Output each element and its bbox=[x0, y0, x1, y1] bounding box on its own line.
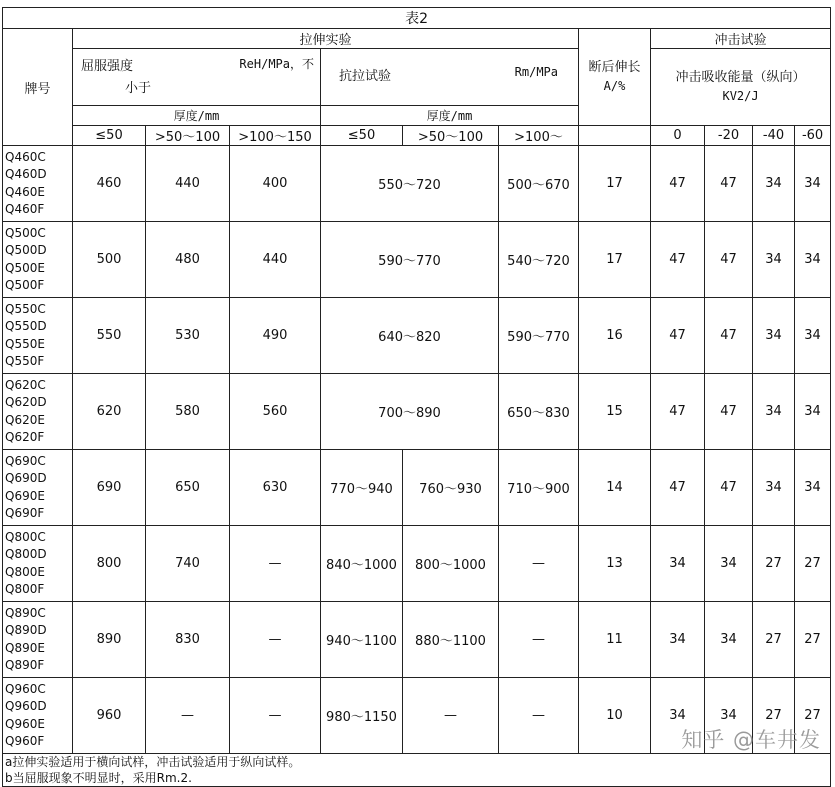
temperature-cell: -20 bbox=[705, 126, 753, 146]
tensile-value: — bbox=[499, 602, 579, 678]
grade-name: Q500C bbox=[5, 225, 46, 240]
yield-value: 490 bbox=[230, 298, 321, 374]
yield-strength-unit: ReH/MPa，不 bbox=[239, 57, 314, 71]
tensile-value: 550～720 bbox=[321, 146, 499, 222]
yield-value: — bbox=[230, 602, 321, 678]
table-row bbox=[3, 146, 831, 222]
tensile-strength-label: 抗拉试验 bbox=[339, 69, 392, 84]
grade-cell bbox=[3, 602, 73, 678]
yield-value: 800 bbox=[73, 526, 146, 602]
grade-name: Q960C bbox=[5, 681, 46, 696]
impact-value: 34 bbox=[753, 146, 795, 222]
impact-value: 34 bbox=[651, 526, 705, 602]
impact-value: 47 bbox=[651, 298, 705, 374]
grade-name: Q690E bbox=[5, 488, 45, 503]
yield-value: 440 bbox=[230, 222, 321, 298]
impact-value: 34 bbox=[705, 678, 753, 754]
tensile-value: — bbox=[499, 678, 579, 754]
elongation-value: 10 bbox=[579, 678, 651, 754]
yield-value: 960 bbox=[73, 678, 146, 754]
impact-value: 34 bbox=[795, 374, 831, 450]
grade-name: Q500E bbox=[5, 260, 45, 275]
footnote-b: b当屈服现象不明显时，采用Rm.2. bbox=[5, 771, 192, 785]
impact-test-header: 冲击试验 bbox=[651, 29, 831, 49]
grade-name: Q960F bbox=[5, 734, 45, 748]
elongation-value: 16 bbox=[579, 298, 651, 374]
table-title: 表2 bbox=[3, 8, 831, 29]
elongation-value: 17 bbox=[579, 222, 651, 298]
impact-value: 27 bbox=[795, 602, 831, 678]
tensile-value: 540～720 bbox=[499, 222, 579, 298]
impact-value: 47 bbox=[651, 374, 705, 450]
tensile-value: 590～770 bbox=[499, 298, 579, 374]
tensile-value: — bbox=[403, 678, 499, 754]
yield-value: 530 bbox=[146, 298, 230, 374]
tensile-value: 590～770 bbox=[321, 222, 499, 298]
impact-energy-unit: KV2/J bbox=[722, 89, 759, 103]
impact-value: 47 bbox=[705, 298, 753, 374]
impact-value: 34 bbox=[705, 526, 753, 602]
impact-value: 34 bbox=[795, 222, 831, 298]
grade-name: Q690D bbox=[5, 471, 47, 485]
table-row bbox=[3, 298, 831, 374]
yield-value: 460 bbox=[73, 146, 146, 222]
grade-name: Q690C bbox=[5, 453, 46, 468]
impact-energy-header bbox=[651, 49, 831, 126]
yield-value: 690 bbox=[73, 450, 146, 526]
grade-cell bbox=[3, 374, 73, 450]
temperature-cell: 0 bbox=[651, 126, 705, 146]
footnote-a: a拉伸实验适用于横向试样，冲击试验适用于纵向试样。 bbox=[5, 755, 301, 769]
impact-value: 34 bbox=[795, 298, 831, 374]
impact-value: 27 bbox=[753, 602, 795, 678]
grade-name: Q800E bbox=[5, 564, 45, 579]
temperature-cell: -40 bbox=[753, 126, 795, 146]
grade-name: Q620C bbox=[5, 377, 46, 392]
yield-range-cell: ≤50 bbox=[73, 126, 146, 146]
elongation-value: 13 bbox=[579, 526, 651, 602]
table-row bbox=[3, 222, 831, 298]
tensile-value: 710～900 bbox=[499, 450, 579, 526]
impact-value: 34 bbox=[705, 602, 753, 678]
grade-name: Q460F bbox=[5, 202, 45, 216]
tensile-value: — bbox=[499, 526, 579, 602]
tensile-value: 800～1000 bbox=[403, 526, 499, 602]
tensile-range-cell: ≤50 bbox=[321, 126, 403, 146]
temperature-cell: -60 bbox=[795, 126, 831, 146]
tensile-value: 940～1100 bbox=[321, 602, 403, 678]
table-row bbox=[3, 450, 831, 526]
grade-name: Q460C bbox=[5, 149, 46, 164]
yield-range-cell: >50～100 bbox=[146, 126, 230, 146]
grade-cell bbox=[3, 146, 73, 222]
impact-value: 27 bbox=[795, 526, 831, 602]
yield-strength-suffix: 小于 bbox=[125, 81, 152, 96]
yield-value: 440 bbox=[146, 146, 230, 222]
impact-value: 34 bbox=[651, 602, 705, 678]
tensile-range-cell: >100～ bbox=[499, 126, 579, 146]
tensile-value: 760～930 bbox=[403, 450, 499, 526]
impact-value: 27 bbox=[753, 678, 795, 754]
grade-name: Q550F bbox=[5, 354, 45, 368]
table-notes bbox=[3, 754, 831, 787]
yield-thickness-header: 厚度/mm bbox=[73, 106, 321, 126]
grade-name: Q550E bbox=[5, 336, 45, 351]
grade-name: Q550D bbox=[5, 319, 47, 333]
impact-value: 47 bbox=[651, 146, 705, 222]
elongation-value: 14 bbox=[579, 450, 651, 526]
impact-value: 34 bbox=[753, 450, 795, 526]
tensile-strength-header bbox=[321, 49, 579, 106]
grade-name: Q800D bbox=[5, 547, 47, 561]
yield-strength-header bbox=[73, 49, 321, 106]
impact-value: 34 bbox=[795, 146, 831, 222]
tensile-strength-unit: Rm/MPa bbox=[514, 65, 558, 79]
elongation-value: 11 bbox=[579, 602, 651, 678]
yield-value: 560 bbox=[230, 374, 321, 450]
yield-value: 500 bbox=[73, 222, 146, 298]
grade-name: Q960D bbox=[5, 699, 47, 713]
yield-value: — bbox=[230, 526, 321, 602]
grade-name: Q620E bbox=[5, 412, 45, 427]
impact-value: 34 bbox=[753, 222, 795, 298]
elongation-label: 断后伸长 bbox=[588, 60, 641, 75]
steel-properties-table bbox=[2, 7, 831, 787]
tensile-value: 770～940 bbox=[321, 450, 403, 526]
grade-name: Q960E bbox=[5, 716, 45, 731]
grade-name: Q460E bbox=[5, 184, 45, 199]
yield-value: — bbox=[146, 678, 230, 754]
impact-value: 47 bbox=[705, 146, 753, 222]
yield-strength-label: 屈服强度 bbox=[81, 59, 134, 74]
grade-name: Q620D bbox=[5, 395, 47, 409]
impact-value: 47 bbox=[705, 374, 753, 450]
tensile-thickness-header: 厚度/mm bbox=[321, 106, 579, 126]
tensile-value: 880～1100 bbox=[403, 602, 499, 678]
tensile-range-cell: >50～100 bbox=[403, 126, 499, 146]
impact-value: 47 bbox=[705, 222, 753, 298]
elongation-value: 15 bbox=[579, 374, 651, 450]
grade-cell bbox=[3, 450, 73, 526]
impact-value: 34 bbox=[753, 298, 795, 374]
grade-name: Q620F bbox=[5, 430, 45, 444]
yield-value: 550 bbox=[73, 298, 146, 374]
elongation-unit: A/% bbox=[603, 79, 626, 93]
impact-value: 47 bbox=[705, 450, 753, 526]
yield-value: 830 bbox=[146, 602, 230, 678]
impact-value: 34 bbox=[753, 374, 795, 450]
tensile-test-header: 拉伸实验 bbox=[73, 29, 579, 49]
impact-value: 47 bbox=[651, 450, 705, 526]
yield-range-cell: >100～150 bbox=[230, 126, 321, 146]
grade-name: Q890C bbox=[5, 605, 46, 620]
grade-name: Q890F bbox=[5, 658, 45, 672]
grade-header: 牌号 bbox=[3, 29, 73, 146]
impact-energy-label: 冲击吸收能量（纵向） bbox=[675, 70, 806, 85]
yield-value: 740 bbox=[146, 526, 230, 602]
grade-name: Q500F bbox=[5, 278, 45, 292]
grade-cell bbox=[3, 298, 73, 374]
impact-value: 34 bbox=[795, 450, 831, 526]
grade-name: Q800C bbox=[5, 529, 46, 544]
yield-value: 630 bbox=[230, 450, 321, 526]
tensile-value: 500～670 bbox=[499, 146, 579, 222]
grade-name: Q800F bbox=[5, 582, 45, 596]
yield-value: 890 bbox=[73, 602, 146, 678]
tensile-value: 650～830 bbox=[499, 374, 579, 450]
grade-cell bbox=[3, 678, 73, 754]
impact-value: 47 bbox=[651, 222, 705, 298]
grade-cell bbox=[3, 222, 73, 298]
yield-value: — bbox=[230, 678, 321, 754]
grade-name: Q890D bbox=[5, 623, 47, 637]
grade-name: Q690F bbox=[5, 506, 45, 520]
tensile-value: 700～890 bbox=[321, 374, 499, 450]
grade-name: Q550C bbox=[5, 301, 46, 316]
elongation-header bbox=[579, 29, 651, 126]
table-row bbox=[3, 602, 831, 678]
tensile-value: 840～1000 bbox=[321, 526, 403, 602]
grade-name: Q460D bbox=[5, 167, 47, 181]
table-row bbox=[3, 526, 831, 602]
table-row bbox=[3, 374, 831, 450]
yield-value: 400 bbox=[230, 146, 321, 222]
impact-value: 27 bbox=[753, 526, 795, 602]
yield-value: 650 bbox=[146, 450, 230, 526]
grade-cell bbox=[3, 526, 73, 602]
grade-name: Q890E bbox=[5, 640, 45, 655]
elongation-blank-cell bbox=[579, 126, 651, 146]
yield-value: 480 bbox=[146, 222, 230, 298]
yield-value: 620 bbox=[73, 374, 146, 450]
yield-value: 580 bbox=[146, 374, 230, 450]
impact-value: 34 bbox=[651, 678, 705, 754]
elongation-value: 17 bbox=[579, 146, 651, 222]
impact-value: 27 bbox=[795, 678, 831, 754]
tensile-value: 640～820 bbox=[321, 298, 499, 374]
grade-name: Q500D bbox=[5, 243, 47, 257]
tensile-value: 980～1150 bbox=[321, 678, 403, 754]
watermark: 知乎 @车井发 bbox=[681, 728, 821, 752]
